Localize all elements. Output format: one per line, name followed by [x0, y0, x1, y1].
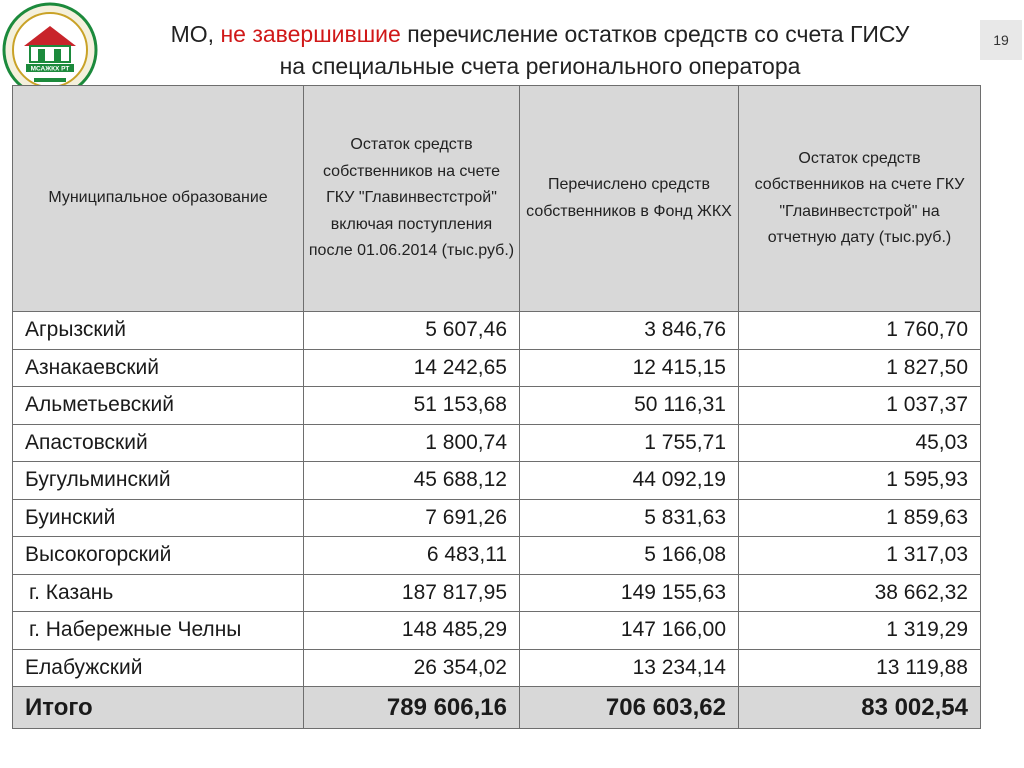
- cell-balance: 14 242,65: [304, 349, 520, 387]
- cell-transferred: 5 831,63: [520, 499, 739, 537]
- title-line-1: [100, 18, 980, 50]
- cell-transferred: 3 846,76: [520, 312, 739, 350]
- logo: [2, 2, 98, 98]
- cell-transferred: 44 092,19: [520, 462, 739, 500]
- data-table: [12, 85, 981, 729]
- cell-balance: 187 817,95: [304, 574, 520, 612]
- table-row: [13, 387, 981, 425]
- cell-transferred: 5 166,08: [520, 537, 739, 575]
- page-number: 19: [980, 20, 1022, 60]
- total-label: Итого: [13, 687, 304, 729]
- cell-balance: 6 483,11: [304, 537, 520, 575]
- cell-transferred: 149 155,63: [520, 574, 739, 612]
- cell-transferred: 147 166,00: [520, 612, 739, 650]
- cell-name: г. Казань: [13, 574, 304, 612]
- cell-balance: 1 800,74: [304, 424, 520, 462]
- table-row: [13, 349, 981, 387]
- table-row: [13, 462, 981, 500]
- title-prefix: МО,: [170, 21, 215, 47]
- cell-remaining: 1 760,70: [739, 312, 981, 350]
- table-header-row: [13, 86, 981, 312]
- cell-balance: 7 691,26: [304, 499, 520, 537]
- cell-remaining: 1 037,37: [739, 387, 981, 425]
- cell-transferred: 1 755,71: [520, 424, 739, 462]
- cell-transferred: 12 415,15: [520, 349, 739, 387]
- cell-name: Агрызский: [13, 312, 304, 350]
- total-balance: 789 606,16: [304, 687, 520, 729]
- header-balance: Остаток средств собственников на счете ГКУ "Главинвестстрой" включая поступления после 01.06.2014 (тыс.руб.): [304, 86, 520, 312]
- total-row: [13, 687, 981, 729]
- title-rest: перечисление остатков средств со счета ГИСУ: [407, 21, 910, 47]
- logo-text: МСАЖКХ РТ: [30, 65, 70, 73]
- table-row: [13, 537, 981, 575]
- total-remaining: 83 002,54: [739, 687, 981, 729]
- page-title: [100, 18, 980, 82]
- title-line-2: на специальные счета регионального оператора: [279, 53, 801, 79]
- table-row: [13, 612, 981, 650]
- cell-remaining: 1 859,63: [739, 499, 981, 537]
- cell-remaining: 1 317,03: [739, 537, 981, 575]
- cell-transferred: 50 116,31: [520, 387, 739, 425]
- cell-remaining: 1 319,29: [739, 612, 981, 650]
- table-row: [13, 312, 981, 350]
- header-transferred: Перечислено средств собственников в Фонд ЖКХ: [520, 86, 739, 312]
- cell-remaining: 45,03: [739, 424, 981, 462]
- cell-remaining: 1 595,93: [739, 462, 981, 500]
- cell-name: Альметьевский: [13, 387, 304, 425]
- cell-name: Апастовский: [13, 424, 304, 462]
- cell-name: г. Набережные Челны: [13, 612, 304, 650]
- cell-balance: 51 153,68: [304, 387, 520, 425]
- cell-name: Елабужский: [13, 649, 304, 687]
- cell-balance: 45 688,12: [304, 462, 520, 500]
- cell-transferred: 13 234,14: [520, 649, 739, 687]
- cell-remaining: 38 662,32: [739, 574, 981, 612]
- title-highlight: не завершившие: [220, 21, 401, 47]
- table-row: [13, 499, 981, 537]
- cell-balance: 5 607,46: [304, 312, 520, 350]
- cell-balance: 148 485,29: [304, 612, 520, 650]
- cell-name: Бугульминский: [13, 462, 304, 500]
- table-row: [13, 574, 981, 612]
- cell-remaining: 1 827,50: [739, 349, 981, 387]
- cell-name: Высокогорский: [13, 537, 304, 575]
- table-row: [13, 424, 981, 462]
- header-municipality: Муниципальное образование: [13, 86, 304, 312]
- header-remaining: Остаток средств собственников на счете ГКУ "Главинвестстрой" на отчетную дату (тыс.руб.): [739, 86, 981, 312]
- cell-name: Азнакаевский: [13, 349, 304, 387]
- cell-remaining: 13 119,88: [739, 649, 981, 687]
- cell-name: Буинский: [13, 499, 304, 537]
- total-transferred: 706 603,62: [520, 687, 739, 729]
- cell-balance: 26 354,02: [304, 649, 520, 687]
- table-row: [13, 649, 981, 687]
